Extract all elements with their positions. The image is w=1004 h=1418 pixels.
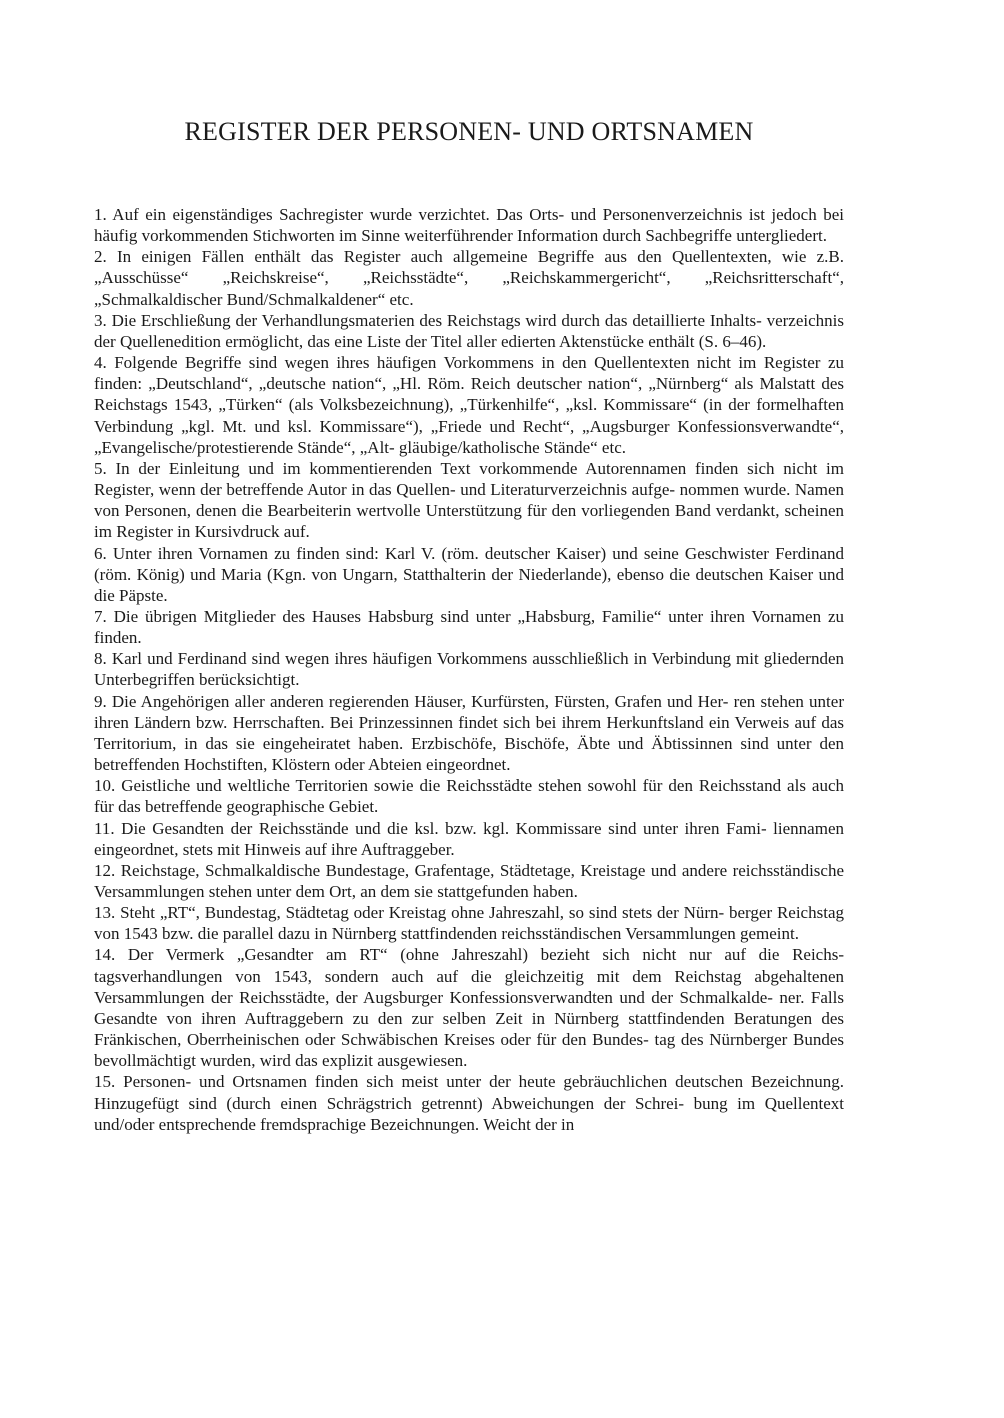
rule-paragraph-5: 5. In der Einleitung und im kommentierenden Text vorkommende Autorennamen finden sich nicht im Register, wenn der betreffende Autor in das Quellen- und Literaturverzeichnis aufge- nommen wurde. Namen von Personen, denen die Bearbeiterin wertvolle Unterstützung für den vorliegenden Band verdankt, scheinen im Register in Kursivdruck auf. — [94, 458, 844, 542]
rule-paragraph-4: 4. Folgende Begriffe sind wegen ihres häufigen Vorkommens in den Quellentexten nicht im Register zu finden: „Deutschland“, „deutsche nation“, „Hl. Röm. Reich deutscher nation“, „Nürnberg“ als Malstatt des Reichstags 1543, „Türken“ (als Volksbezeichnung), „Türkenhilfe“, „ksl. Kommissare“ (in der formelhaften Verbindung „kgl. Mt. und ksl. Kommissare“), „Friede und Recht“, „Augsburger Konfessionsverwandte“, „Evangelische/protestierende Stände“, „Alt- gläubige/katholische Stände“ etc. — [94, 353, 844, 457]
rule-paragraph-9: 9. Die Angehörigen aller anderen regierenden Häuser, Kurfürsten, Fürsten, Grafen und Her- ren stehen unter ihren Ländern bzw. Herrschaften. Bei Prinzessinnen findet sich bei ihrem Herkunftsland ein Verweis auf das Territorium, in das sie eingeheiratet haben. Erzbischöfe, Bischöfe, Äbte und Äbtissinnen sind unter den betreffenden Hochstiften, Klöstern oder Abteien eingeordnet. — [94, 691, 844, 775]
rule-paragraph-3: 3. Die Erschließung der Verhandlungsmaterien des Reichstags wird durch das detaillierte Inhalts- verzeichnis der Quellenedition ermöglicht, das eine Liste der Titel aller edierten Aktenstücke enthält (S. 6–46). — [94, 310, 844, 351]
page-title: REGISTER DER PERSONEN- UND ORTSNAMEN — [184, 117, 754, 146]
rule-paragraph-7: 7. Die übrigen Mitglieder des Hauses Habsburg sind unter „Habsburg, Familie“ unter ihren Vornamen zu finden. — [94, 606, 844, 648]
rules-list — [94, 204, 844, 1135]
rule-paragraph-8: 8. Karl und Ferdinand sind wegen ihres häufigen Vorkommens ausschließlich in Verbindung mit gliedernden Unterbegriffen berücksichtigt. — [94, 649, 844, 690]
rule-paragraph-14: 14. Der Vermerk „Gesandter am RT“ (ohne Jahreszahl) bezieht sich nicht nur auf die Reichs- tagsverhandlungen von 1543, sondern auch auf die gleichzeitig mit dem Reichstag abgehaltenen Versammlungen der Reichsstädte, der Augsburger Konfessionsverwandten und der Schmalkalde- ner. Falls Gesandte von ihren Auftraggebern zu den zur selben Zeit in Nürnberg stattfindenden Beratungen des Fränkischen, Oberrheinischen oder Schwäbischen Kreises oder für den Bundes- tag des Nürnberger Bundes bevollmächtigt wurden, wird das explizit ausgewiesen. — [94, 945, 844, 1071]
rule-paragraph-2: 2. In einigen Fällen enthält das Register auch allgemeine Begriffe aus den Quellentexten, wie z.B. „Ausschüsse“ „Reichskreise“, „Reichsstädte“, „Reichskammergericht“, „Reichsritterschaft“, „Schmalkaldischer Bund/Schmalkaldener“ etc. — [94, 247, 844, 309]
rule-paragraph-15: 15. Personen- und Ortsnamen finden sich meist unter der heute gebräuchlichen deutschen Bezeichnung. Hinzugefügt sind (durch einen Schrägstrich getrennt) Abweichungen der Schrei- bung im Quellentext und/oder entsprechende fremdsprachige Bezeichnungen. Weicht der in — [94, 1072, 844, 1134]
rule-paragraph-11: 11. Die Gesandten der Reichsstände und die ksl. bzw. kgl. Kommissare sind unter ihren Fami- liennamen eingeordnet, stets mit Hinweis auf ihre Auftraggeber. — [94, 818, 844, 859]
rule-paragraph-10: 10. Geistliche und weltliche Territorien sowie die Reichsstädte stehen sowohl für den Reichsstand als auch für das betreffende geographische Gebiet. — [94, 776, 844, 817]
rule-paragraph-13: 13. Steht „RT“, Bundestag, Städtetag oder Kreistag ohne Jahreszahl, so sind stets der Nürn- berger Reichstag von 1543 bzw. die parallel dazu in Nürnberg stattfindenden reichsständischen Versammlungen gemeint. — [94, 903, 844, 944]
rule-paragraph-12: 12. Reichstage, Schmalkaldische Bundestage, Grafentage, Städtetage, Kreistage und andere reichsständische Versammlungen stehen unter dem Ort, an dem sie stattgefunden haben. — [94, 860, 844, 901]
rule-paragraph-1: 1. Auf ein eigenständiges Sachregister wurde verzichtet. Das Orts- und Personenverzeichnis ist jedoch bei häufig vorkommenden Stichworten im Sinne weiterführender Information durch Sachbegriffe untergliedert. — [94, 205, 844, 246]
rule-paragraph-6: 6. Unter ihren Vornamen zu finden sind: Karl V. (röm. deutscher Kaiser) und seine Geschwister Ferdinand (röm. König) und Maria (Kgn. von Ungarn, Statthalterin der Niederlande), ebenso die deutschen Kaiser und die Päpste. — [94, 543, 844, 605]
